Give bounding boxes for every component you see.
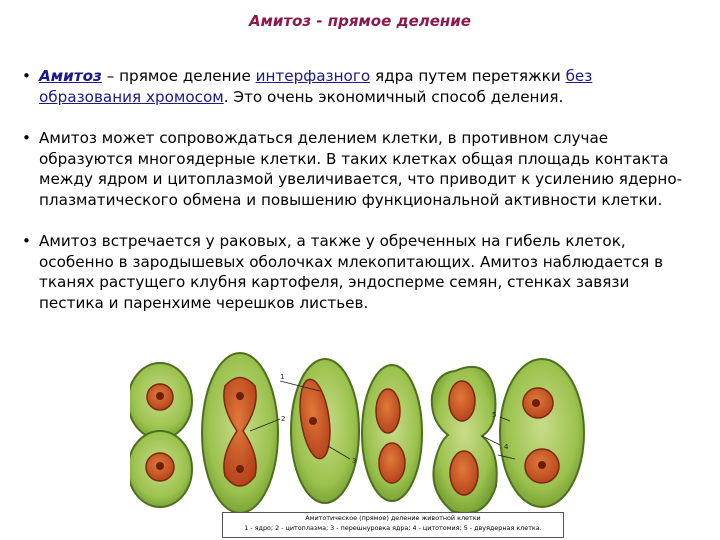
bullet-cell-division: • Амитоз может сопровождаться делением клетки, в противном случае образуются многоядерные клетки. В таких клетках общая площадь контакта между ядром и цитоплазмой увеличивается, что приводит к усилению ядерно-плазматического обмена и повышению функциональной активности клетки. xyxy=(22,128,694,210)
cell-stage-3 xyxy=(291,359,359,503)
bullet-text: – прямое деление xyxy=(101,67,256,85)
amitosis-illustration xyxy=(130,351,590,533)
slide-title: Амитоз - прямое деление xyxy=(249,12,471,30)
cell-stage-5 xyxy=(432,367,502,513)
figure-caption xyxy=(222,512,564,538)
cell-stage-6 xyxy=(498,359,584,507)
label-5: 5 xyxy=(492,411,497,419)
term-amitosis: Амитоз xyxy=(39,67,102,85)
link-no-chromosomes[interactable]: без образования хромосом xyxy=(39,67,593,106)
label-2: 2 xyxy=(281,415,286,423)
bullet-text: . Это очень экономичный способ деления. xyxy=(223,87,564,106)
cell-stage-1 xyxy=(130,363,192,507)
label-3: 3 xyxy=(352,457,357,465)
bullet-occurrence: • Амитоз встречается у раковых, а также у обреченных на гибель клеток, особенно в зародышевых оболочках млекопитающих. Амитоз наблюдается в тканях растущего клубня картофеля, эндосперме семян, стенках завязи пестика и паренхиме черешков листьев. xyxy=(22,231,694,313)
caption-legend: 1 - ядро; 2 - цитоплазма; 3 - перешнуровка ядра; 4 - цитотомия; 5 - двуядерная клетка. xyxy=(244,524,542,532)
caption-title: Амитотическое (прямое) деление животной клетки xyxy=(305,514,481,522)
cell-stage-2 xyxy=(202,353,278,513)
label-4: 4 xyxy=(504,443,509,451)
label-1: 1 xyxy=(280,373,285,381)
bullet-text: ядра путем перетяжки xyxy=(370,67,566,85)
link-interphase[interactable]: интерфазного xyxy=(255,67,371,85)
bullet-definition xyxy=(22,66,694,107)
bullet-list xyxy=(22,66,694,334)
cell-stage-4 xyxy=(362,365,422,501)
